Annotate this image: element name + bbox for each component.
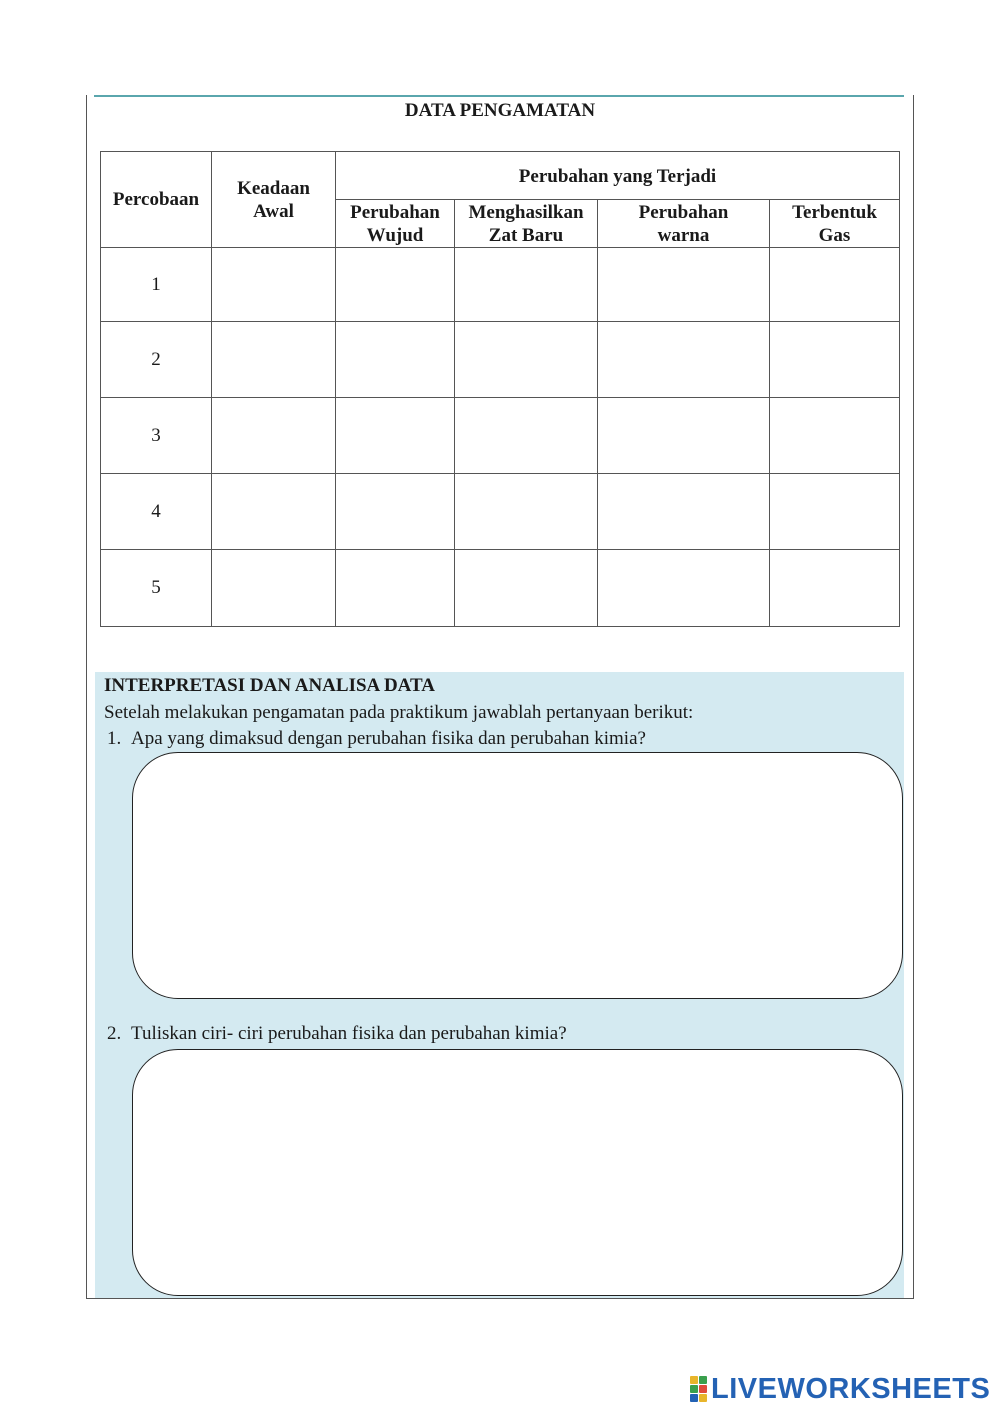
cell-percobaan: 3 [101,398,212,474]
cell-perubahan-warna[interactable] [598,550,770,627]
table-row [101,550,900,627]
header-menghasilkan-zat-baru: Menghasilkan Zat Baru [455,200,598,248]
cell-keadaan-awal[interactable] [212,474,336,550]
cell-perubahan-wujud[interactable] [336,398,455,474]
question-text: Apa yang dimaksud dengan perubahan fisika dan perubahan kimia? [131,728,646,749]
cell-percobaan: 4 [101,474,212,550]
cell-perubahan-warna[interactable] [598,322,770,398]
cell-zat-baru[interactable] [455,248,598,322]
table-row [101,474,900,550]
header-terbentuk-gas: Terbentuk Gas [770,200,900,248]
cell-zat-baru[interactable] [455,322,598,398]
cell-terbentuk-gas[interactable] [770,474,900,550]
question-number: 1. [107,728,122,749]
answer-box-1[interactable] [132,752,903,999]
cell-zat-baru[interactable] [455,550,598,627]
header-keadaan-awal: Keadaan Awal [212,152,336,248]
cell-perubahan-warna[interactable] [598,398,770,474]
cell-perubahan-wujud[interactable] [336,248,455,322]
cell-perubahan-wujud[interactable] [336,474,455,550]
section-title: DATA PENGAMATAN [404,100,596,121]
cell-perubahan-warna[interactable] [598,474,770,550]
cell-percobaan: 5 [101,550,212,627]
cell-perubahan-wujud[interactable] [336,322,455,398]
table-row [101,322,900,398]
cell-keadaan-awal[interactable] [212,550,336,627]
cell-percobaan: 2 [101,322,212,398]
answer-box-2[interactable] [132,1049,903,1296]
table-row [101,248,900,322]
header-percobaan: Percobaan [101,152,212,248]
cell-zat-baru[interactable] [455,398,598,474]
cell-keadaan-awal[interactable] [212,248,336,322]
cell-terbentuk-gas[interactable] [770,398,900,474]
logo-blocks-icon [690,1376,707,1402]
header-perubahan-group: Perubahan yang Terjadi [336,152,900,200]
analysis-intro: Setelah melakukan pengamatan pada praktikum jawablah pertanyaan berikut: [104,702,694,723]
frame-top-rule [94,95,904,97]
question-number: 2. [107,1023,122,1044]
cell-keadaan-awal[interactable] [212,322,336,398]
question-2 [107,1023,567,1045]
question-text: Tuliskan ciri- ciri perubahan fisika dan perubahan kimia? [131,1023,567,1044]
observation-table [100,151,900,627]
cell-percobaan: 1 [101,248,212,322]
logo-text: LIVEWORKSHEETS [711,1372,991,1405]
liveworksheets-logo [690,1374,990,1404]
cell-keadaan-awal[interactable] [212,398,336,474]
cell-terbentuk-gas[interactable] [770,248,900,322]
table-row [101,398,900,474]
cell-zat-baru[interactable] [455,474,598,550]
header-perubahan-wujud: Perubahan Wujud [336,200,455,248]
question-1 [107,728,646,750]
cell-perubahan-warna[interactable] [598,248,770,322]
header-perubahan-warna: Perubahan warna [598,200,770,248]
cell-perubahan-wujud[interactable] [336,550,455,627]
cell-terbentuk-gas[interactable] [770,322,900,398]
analysis-title: INTERPRETASI DAN ANALISA DATA [104,675,435,696]
cell-terbentuk-gas[interactable] [770,550,900,627]
